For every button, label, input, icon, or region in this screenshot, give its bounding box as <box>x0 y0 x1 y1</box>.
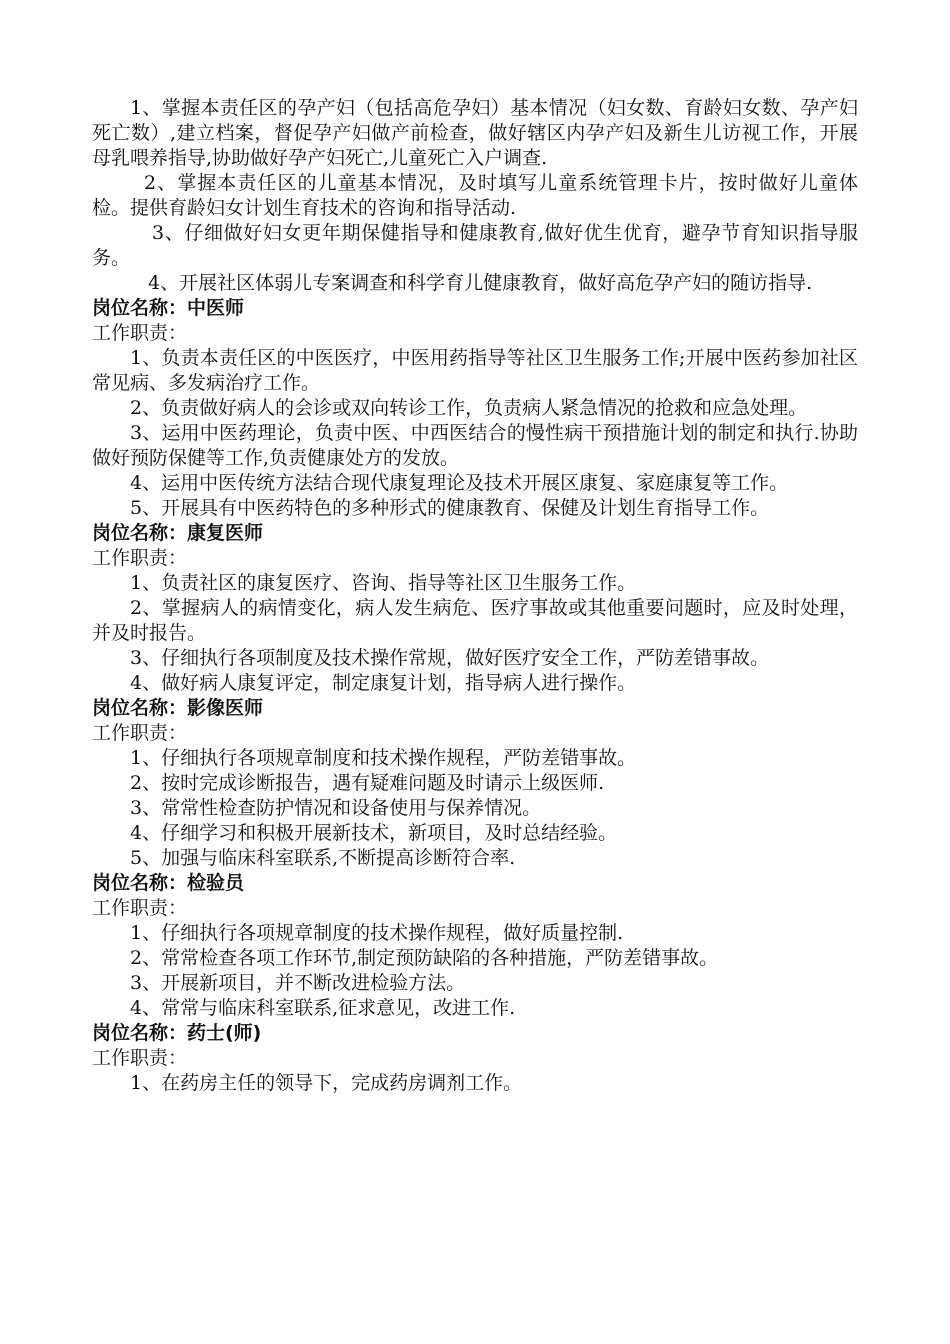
duty-item: 5、开展具有中医药特色的多种形式的健康教育、保健及计划生育指导工作。 <box>130 497 770 519</box>
position-heading: 岗位名称：中医师 <box>92 297 245 319</box>
duty-item: 4、开展社区体弱儿专案调查和科学育儿健康教育，做好高危孕产妇的随访指导. <box>148 272 813 294</box>
duty-item: 1、负责社区的康复医疗、咨询、指导等社区卫生服务工作。 <box>130 572 637 594</box>
duty-item: 2、按时完成诊断报告，遇有疑难问题及时请示上级医师. <box>130 772 605 794</box>
section-pharmacist <box>92 1021 858 1096</box>
duty-item: 1、掌握本责任区的孕产妇（包括高危孕妇）基本情况（妇女数、育龄妇女数、孕产妇死亡数）,建立档案，督促孕产妇做产前检查，做好辖区内孕产妇及新生儿访视工作，开展母乳喂养指导,协助做好孕产妇死亡,儿童死亡入户调查. <box>92 97 858 169</box>
duties-label: 工作职责： <box>92 897 188 919</box>
duty-item: 3、开展新项目，并不断改进检验方法。 <box>130 972 466 994</box>
duty-item: 2、掌握病人的病情变化，病人发生病危、医疗事故或其他重要问题时，应及时处理，并及时报告。 <box>92 597 858 644</box>
position-heading: 岗位名称：影像医师 <box>92 697 264 719</box>
duty-item: 4、运用中医传统方法结合现代康复理论及技术开展区康复、家庭康复等工作。 <box>130 472 789 494</box>
duty-item: 4、做好病人康复评定，制定康复计划，指导病人进行操作。 <box>130 672 637 694</box>
duty-item: 3、仔细做好妇女更年期保健指导和健康教育,做好优生优育，避孕节育知识指导服务。 <box>92 222 858 269</box>
duty-item: 5、加强与临床科室联系,不断提高诊断符合率. <box>130 847 516 869</box>
duty-item: 1、在药房主任的领导下，完成药房调剂工作。 <box>130 1072 523 1094</box>
duty-item: 3、运用中医药理论，负责中医、中西医结合的慢性病干预措施计划的制定和执行.协助做好预防保健等工作,负责健康处方的发放。 <box>92 422 858 469</box>
duty-item: 2、常常检查各项工作环节,制定预防缺陷的各种措施，严防差错事故。 <box>130 947 719 969</box>
position-heading: 岗位名称：检验员 <box>92 872 245 894</box>
section-maternal-child-health <box>92 96 858 296</box>
duty-item: 3、仔细执行各项制度及技术操作常规，做好医疗安全工作，严防差错事故。 <box>130 647 770 669</box>
section-tcm-doctor <box>92 296 858 521</box>
duties-label: 工作职责： <box>92 1047 188 1069</box>
duty-item: 2、负责做好病人的会诊或双向转诊工作，负责病人紧急情况的抢救和应急处理。 <box>130 397 808 419</box>
duty-item: 4、仔细学习和积极开展新技术，新项目，及时总结经验。 <box>130 822 618 844</box>
section-lab-technician <box>92 871 858 1021</box>
duty-item: 1、仔细执行各项规章制度和技术操作规程，严防差错事故。 <box>130 747 637 769</box>
position-heading: 岗位名称：药士(师) <box>92 1022 262 1044</box>
duties-label: 工作职责： <box>92 547 188 569</box>
section-imaging-doctor <box>92 696 858 871</box>
duty-item: 2、掌握本责任区的儿童基本情况，及时填写儿童系统管理卡片，按时做好儿童体检。提供育龄妇女计划生育技术的咨询和指导活动. <box>92 172 858 219</box>
position-heading: 岗位名称：康复医师 <box>92 522 264 544</box>
duty-item: 1、负责本责任区的中医医疗，中医用药指导等社区卫生服务工作;开展中医药参加社区常见病、多发病治疗工作。 <box>92 347 858 394</box>
duties-label: 工作职责： <box>92 722 188 744</box>
duty-item: 1、仔细执行各项规章制度的技术操作规程，做好质量控制. <box>130 922 624 944</box>
duties-label: 工作职责： <box>92 322 188 344</box>
section-rehab-doctor <box>92 521 858 696</box>
duty-item: 4、常常与临床科室联系,征求意见，改进工作. <box>130 997 516 1019</box>
duty-item: 3、常常性检查防护情况和设备使用与保养情况。 <box>130 797 542 819</box>
